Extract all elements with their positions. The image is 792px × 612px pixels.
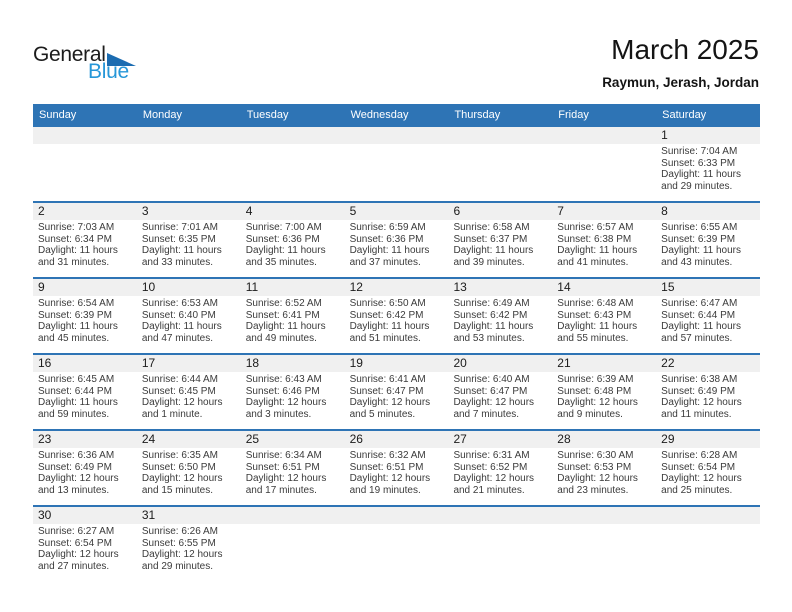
detail-line: Sunset: 6:44 PM: [661, 309, 736, 321]
detail-line: Sunset: 6:41 PM: [245, 309, 320, 321]
detail-line: and 37 minutes.: [349, 256, 421, 268]
detail-line: Sunrise: 6:36 AM: [38, 450, 115, 461]
detail-line: and 1 minute.: [141, 408, 203, 420]
detail-line: and 43 minutes.: [661, 256, 733, 268]
detail-line: and 17 minutes.: [245, 484, 317, 496]
empty-day-cell: [241, 524, 345, 581]
day-number: 4: [245, 204, 253, 218]
weekday-monday: Monday: [142, 109, 182, 121]
detail-line: Sunrise: 6:35 AM: [141, 450, 219, 461]
detail-line: Sunrise: 6:52 AM: [245, 298, 322, 309]
detail-line: Sunrise: 6:45 AM: [38, 374, 115, 385]
detail-line: Sunset: 6:45 PM: [141, 385, 216, 397]
day-details: [656, 448, 760, 505]
empty-day-cell: [33, 144, 137, 201]
detail-line: Sunrise: 6:39 AM: [557, 374, 634, 385]
day-number: 3: [141, 204, 149, 218]
day-number: 17: [141, 356, 156, 370]
empty-day-number: [552, 127, 656, 144]
calendar-table: [33, 104, 760, 581]
detail-line: Daylight: 11 hours: [38, 245, 118, 257]
empty-day-number: [241, 507, 345, 524]
detail-line: Sunrise: 6:48 AM: [557, 298, 634, 309]
day-details: [241, 372, 345, 429]
detail-line: Daylight: 11 hours: [557, 321, 638, 333]
detail-line: Daylight: 11 hours: [661, 169, 742, 181]
detail-line: Sunset: 6:39 PM: [661, 233, 736, 245]
day-number: 30: [38, 508, 52, 522]
detail-line: Sunset: 6:39 PM: [38, 309, 112, 321]
detail-line: Sunset: 6:43 PM: [557, 309, 632, 321]
month-title: March 2025: [611, 34, 759, 65]
detail-line: Sunrise: 6:47 AM: [661, 298, 738, 309]
detail-line: Daylight: 12 hours: [349, 397, 431, 409]
detail-line: Sunset: 6:42 PM: [453, 309, 528, 321]
detail-line: and 29 minutes.: [661, 180, 733, 192]
detail-line: Sunset: 6:42 PM: [349, 309, 424, 321]
empty-day-cell: [448, 524, 552, 581]
detail-line: Daylight: 12 hours: [557, 397, 638, 409]
detail-line: Sunset: 6:53 PM: [557, 461, 632, 473]
detail-line: Sunrise: 7:03 AM: [38, 222, 115, 233]
detail-line: Sunrise: 6:59 AM: [349, 222, 426, 233]
detail-line: Sunrise: 6:31 AM: [453, 450, 530, 461]
day-number: 27: [453, 432, 467, 446]
empty-day-number: [552, 507, 656, 524]
detail-line: Daylight: 12 hours: [245, 397, 327, 409]
detail-line: Daylight: 11 hours: [38, 321, 118, 333]
week-row: [33, 127, 760, 201]
detail-line: and 41 minutes.: [557, 256, 629, 268]
day-number: 1: [661, 128, 668, 142]
empty-day-cell: [448, 144, 552, 201]
day-number: 6: [453, 204, 461, 218]
day-details: [345, 372, 449, 429]
general-blue-logo: [33, 44, 136, 81]
day-details: [552, 296, 656, 353]
day-details: [552, 220, 656, 277]
detail-line: Sunrise: 6:43 AM: [245, 374, 322, 385]
detail-line: Sunrise: 6:28 AM: [661, 450, 738, 461]
detail-line: Daylight: 11 hours: [453, 321, 534, 333]
day-details: [656, 296, 760, 353]
detail-line: Sunset: 6:46 PM: [245, 385, 320, 397]
detail-line: and 33 minutes.: [141, 256, 214, 268]
empty-day-cell: [345, 524, 449, 581]
detail-line: Sunset: 6:47 PM: [349, 385, 424, 397]
weekday-friday: Friday: [558, 109, 589, 121]
day-number: 16: [38, 356, 52, 370]
day-number: 10: [141, 280, 156, 294]
detail-line: Sunrise: 6:57 AM: [557, 222, 634, 233]
detail-line: Sunrise: 6:58 AM: [453, 222, 530, 233]
weeks-container: [33, 127, 760, 581]
detail-line: Sunset: 6:40 PM: [141, 309, 216, 321]
detail-line: Daylight: 12 hours: [453, 473, 535, 485]
week-row: [33, 353, 760, 429]
day-number: 5: [349, 204, 357, 218]
detail-line: Sunset: 6:35 PM: [141, 233, 216, 245]
detail-line: Daylight: 11 hours: [141, 245, 222, 257]
day-number: 22: [661, 356, 675, 370]
week-row: [33, 505, 760, 581]
detail-line: Daylight: 11 hours: [141, 321, 222, 333]
detail-line: Sunset: 6:44 PM: [38, 385, 112, 397]
detail-line: Daylight: 11 hours: [661, 245, 742, 257]
day-number: 19: [349, 356, 363, 370]
empty-day-number: [137, 127, 241, 144]
detail-line: Daylight: 11 hours: [349, 321, 430, 333]
detail-line: and 53 minutes.: [453, 332, 525, 344]
detail-line: Sunrise: 6:53 AM: [141, 298, 219, 309]
day-details: [241, 448, 345, 505]
day-details: [448, 220, 552, 277]
detail-line: Sunset: 6:36 PM: [245, 233, 320, 245]
empty-day-cell: [552, 524, 656, 581]
detail-line: and 25 minutes.: [661, 484, 733, 496]
day-details: [137, 448, 241, 505]
detail-line: Sunset: 6:51 PM: [349, 461, 424, 473]
detail-line: Daylight: 12 hours: [141, 473, 223, 485]
title-block: [602, 34, 759, 90]
detail-line: Sunrise: 6:38 AM: [661, 374, 738, 385]
day-details: [137, 296, 241, 353]
detail-line: Sunset: 6:49 PM: [38, 461, 112, 473]
detail-line: Daylight: 11 hours: [349, 245, 430, 257]
detail-line: and 15 minutes.: [141, 484, 214, 496]
detail-line: Daylight: 12 hours: [245, 473, 327, 485]
detail-line: and 47 minutes.: [141, 332, 214, 344]
day-number: 9: [38, 280, 45, 294]
detail-line: Sunset: 6:54 PM: [38, 537, 112, 549]
detail-line: Sunset: 6:48 PM: [557, 385, 632, 397]
detail-line: and 11 minutes.: [661, 408, 732, 420]
detail-line: and 19 minutes.: [349, 484, 421, 496]
detail-line: Daylight: 12 hours: [661, 397, 742, 409]
empty-day-number: [33, 127, 137, 144]
detail-line: and 59 minutes.: [38, 408, 110, 420]
detail-line: and 49 minutes.: [245, 332, 317, 344]
day-number: 2: [38, 204, 45, 218]
detail-line: Sunrise: 6:54 AM: [38, 298, 115, 309]
day-number: 12: [349, 280, 363, 294]
day-number: 18: [245, 356, 260, 370]
detail-line: Daylight: 12 hours: [38, 549, 119, 561]
detail-line: Sunset: 6:50 PM: [141, 461, 216, 473]
empty-day-number: [345, 507, 449, 524]
detail-line: Daylight: 12 hours: [557, 473, 638, 485]
detail-line: and 9 minutes.: [557, 408, 623, 420]
detail-line: Daylight: 11 hours: [453, 245, 534, 257]
detail-line: Sunrise: 6:40 AM: [453, 374, 530, 385]
detail-line: Sunset: 6:51 PM: [245, 461, 320, 473]
detail-line: and 35 minutes.: [245, 256, 317, 268]
detail-line: Sunrise: 7:00 AM: [245, 222, 322, 233]
detail-line: Sunrise: 6:41 AM: [349, 374, 426, 385]
day-number: 13: [453, 280, 467, 294]
detail-line: and 31 minutes.: [38, 256, 110, 268]
detail-line: Sunset: 6:49 PM: [661, 385, 736, 397]
day-number: 24: [141, 432, 156, 446]
detail-line: and 39 minutes.: [453, 256, 525, 268]
detail-line: and 57 minutes.: [661, 332, 733, 344]
day-details: [552, 448, 656, 505]
empty-day-number: [448, 507, 552, 524]
day-number: 28: [557, 432, 571, 446]
day-number: 8: [661, 204, 668, 218]
detail-line: and 55 minutes.: [557, 332, 629, 344]
detail-line: Sunrise: 6:50 AM: [349, 298, 426, 309]
detail-line: and 13 minutes.: [38, 484, 110, 496]
day-details: [33, 296, 137, 353]
empty-day-number: [345, 127, 449, 144]
detail-line: Sunset: 6:37 PM: [453, 233, 528, 245]
detail-line: and 3 minutes.: [245, 408, 312, 420]
detail-line: Sunset: 6:36 PM: [349, 233, 424, 245]
day-number: 26: [349, 432, 363, 446]
empty-day-cell: [656, 524, 760, 581]
detail-line: Sunset: 6:38 PM: [557, 233, 632, 245]
day-details: [656, 144, 760, 201]
detail-line: Daylight: 12 hours: [453, 397, 535, 409]
week-row: [33, 201, 760, 277]
detail-line: and 29 minutes.: [141, 560, 214, 572]
day-details: [241, 220, 345, 277]
day-number: 7: [557, 204, 564, 218]
detail-line: Daylight: 12 hours: [38, 473, 119, 485]
detail-line: Sunrise: 7:01 AM: [141, 222, 219, 233]
day-details: [33, 220, 137, 277]
empty-day-cell: [345, 144, 449, 201]
empty-day-number: [656, 507, 760, 524]
day-number: 14: [557, 280, 571, 294]
day-details: [345, 220, 449, 277]
detail-line: Sunset: 6:47 PM: [453, 385, 528, 397]
day-number: 25: [245, 432, 260, 446]
detail-line: Sunrise: 6:44 AM: [141, 374, 219, 385]
detail-line: Daylight: 12 hours: [141, 549, 223, 561]
detail-line: Daylight: 12 hours: [141, 397, 223, 409]
day-details: [345, 448, 449, 505]
detail-line: and 27 minutes.: [38, 560, 110, 572]
logo-text-blue: Blue: [88, 60, 129, 83]
week-row: [33, 429, 760, 505]
day-number: 23: [38, 432, 52, 446]
detail-line: Sunrise: 6:26 AM: [141, 526, 219, 537]
detail-line: Daylight: 11 hours: [661, 321, 742, 333]
detail-line: Sunrise: 7:04 AM: [661, 146, 738, 157]
empty-day-number: [448, 127, 552, 144]
detail-line: and 51 minutes.: [349, 332, 421, 344]
detail-line: Sunset: 6:55 PM: [141, 537, 216, 549]
detail-line: Sunset: 6:33 PM: [661, 157, 736, 169]
day-details: [137, 220, 241, 277]
day-details: [656, 220, 760, 277]
day-details: [33, 524, 137, 581]
day-details: [448, 372, 552, 429]
detail-line: and 7 minutes.: [453, 408, 520, 420]
detail-line: Daylight: 11 hours: [38, 397, 118, 409]
detail-line: and 23 minutes.: [557, 484, 629, 496]
detail-line: Sunrise: 6:30 AM: [557, 450, 634, 461]
detail-line: Sunrise: 6:27 AM: [38, 526, 115, 537]
weekday-thursday: Thursday: [454, 109, 501, 121]
detail-line: and 5 minutes.: [349, 408, 416, 420]
day-details: [448, 448, 552, 505]
day-details: [552, 372, 656, 429]
day-details: [448, 296, 552, 353]
detail-line: Daylight: 12 hours: [661, 473, 742, 485]
detail-line: Sunrise: 6:34 AM: [245, 450, 322, 461]
empty-day-number: [241, 127, 345, 144]
detail-line: Daylight: 11 hours: [245, 245, 326, 257]
day-details: [33, 372, 137, 429]
detail-line: and 21 minutes.: [453, 484, 525, 496]
day-details: [137, 372, 241, 429]
detail-line: Sunset: 6:34 PM: [38, 233, 112, 245]
detail-line: Daylight: 11 hours: [245, 321, 326, 333]
detail-line: Daylight: 12 hours: [349, 473, 431, 485]
day-details: [241, 296, 345, 353]
week-row: [33, 277, 760, 353]
detail-line: Sunrise: 6:32 AM: [349, 450, 426, 461]
day-number: 31: [141, 508, 156, 522]
day-number: 20: [453, 356, 467, 370]
day-details: [656, 372, 760, 429]
logo-text-general: General: [33, 43, 106, 66]
detail-line: Daylight: 11 hours: [557, 245, 638, 257]
day-details: [33, 448, 137, 505]
weekday-tuesday: Tuesday: [246, 109, 289, 121]
day-number: 15: [661, 280, 675, 294]
day-number: 29: [661, 432, 675, 446]
weekday-wednesday: Wednesday: [350, 109, 409, 121]
day-details: [345, 296, 449, 353]
empty-day-cell: [552, 144, 656, 201]
weekday-sunday: Sunday: [39, 109, 77, 121]
weekday-header-row: [33, 104, 760, 127]
detail-line: Sunset: 6:54 PM: [661, 461, 736, 473]
detail-line: and 45 minutes.: [38, 332, 110, 344]
day-number: 11: [245, 280, 259, 294]
location-subtitle: Raymun, Jerash, Jordan: [602, 75, 759, 90]
day-details: [137, 524, 241, 581]
detail-line: Sunset: 6:52 PM: [453, 461, 528, 473]
day-number: 21: [557, 356, 571, 370]
empty-day-cell: [241, 144, 345, 201]
empty-day-cell: [137, 144, 241, 201]
detail-line: Sunrise: 6:55 AM: [661, 222, 738, 233]
weekday-saturday: Saturday: [662, 109, 707, 121]
detail-line: Sunrise: 6:49 AM: [453, 298, 530, 309]
